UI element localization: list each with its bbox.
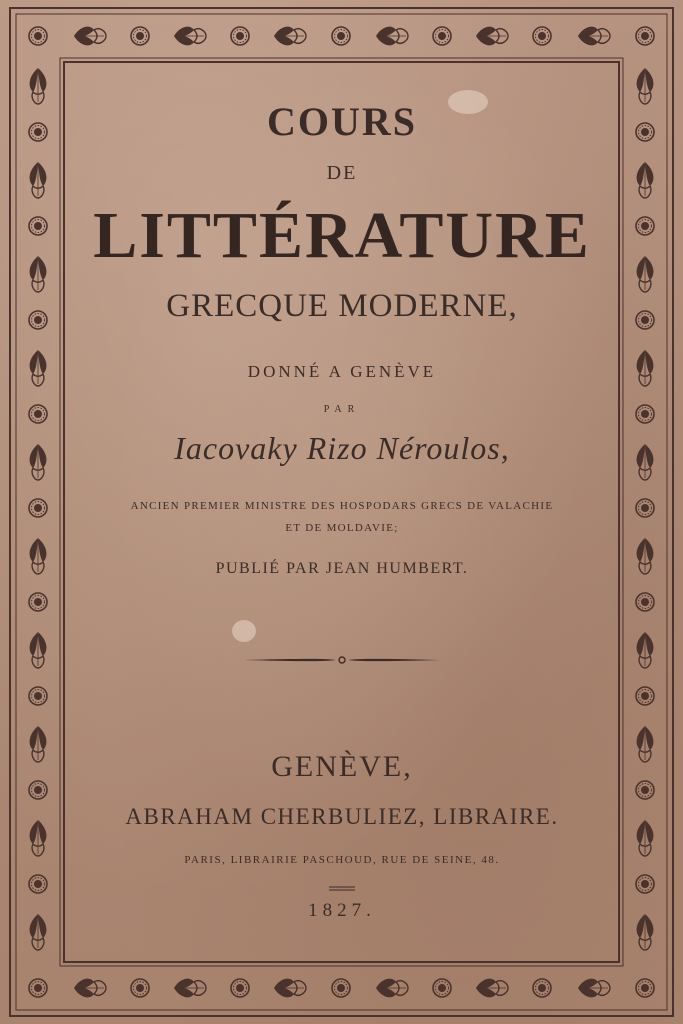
imprint-paris-address: PARIS, LIBRAIRIE PASCHOUD, RUE DE SEINE, 48. — [184, 854, 500, 866]
publisher-note: PUBLIÉ PAR JEAN HUMBERT. — [215, 560, 469, 577]
subtitle-donne-a-geneve: DONNÉ A GENÈVE — [247, 362, 437, 381]
ornamental-rule-icon — [244, 656, 440, 664]
border-top — [29, 27, 654, 46]
title-line-cours: COURS — [266, 99, 418, 144]
author-title-line-2: ET DE MOLDAVIE; — [285, 522, 399, 534]
double-rule-icon — [329, 886, 355, 891]
border-right — [636, 68, 654, 950]
border-bottom — [29, 979, 654, 998]
byline-par: PAR — [323, 404, 361, 415]
imprint-publisher: ABRAHAM CHERBULIEZ, LIBRAIRE. — [125, 804, 559, 829]
imprint-city: GENÈVE, — [271, 750, 413, 783]
publication-year: 1827. — [308, 900, 376, 921]
author-title-line-1: ANCIEN PREMIER MINISTRE DES HOSPODARS GRECS DE VALACHIE — [130, 500, 554, 512]
title-line-de: DE — [326, 162, 358, 184]
border-left — [29, 68, 47, 950]
author-signature: Iacovaky Rizo Néroulos, — [174, 430, 510, 466]
title-line-litterature: LITTÉRATURE — [93, 199, 591, 272]
title-line-grecque-moderne: GRECQUE MODERNE, — [166, 288, 518, 324]
